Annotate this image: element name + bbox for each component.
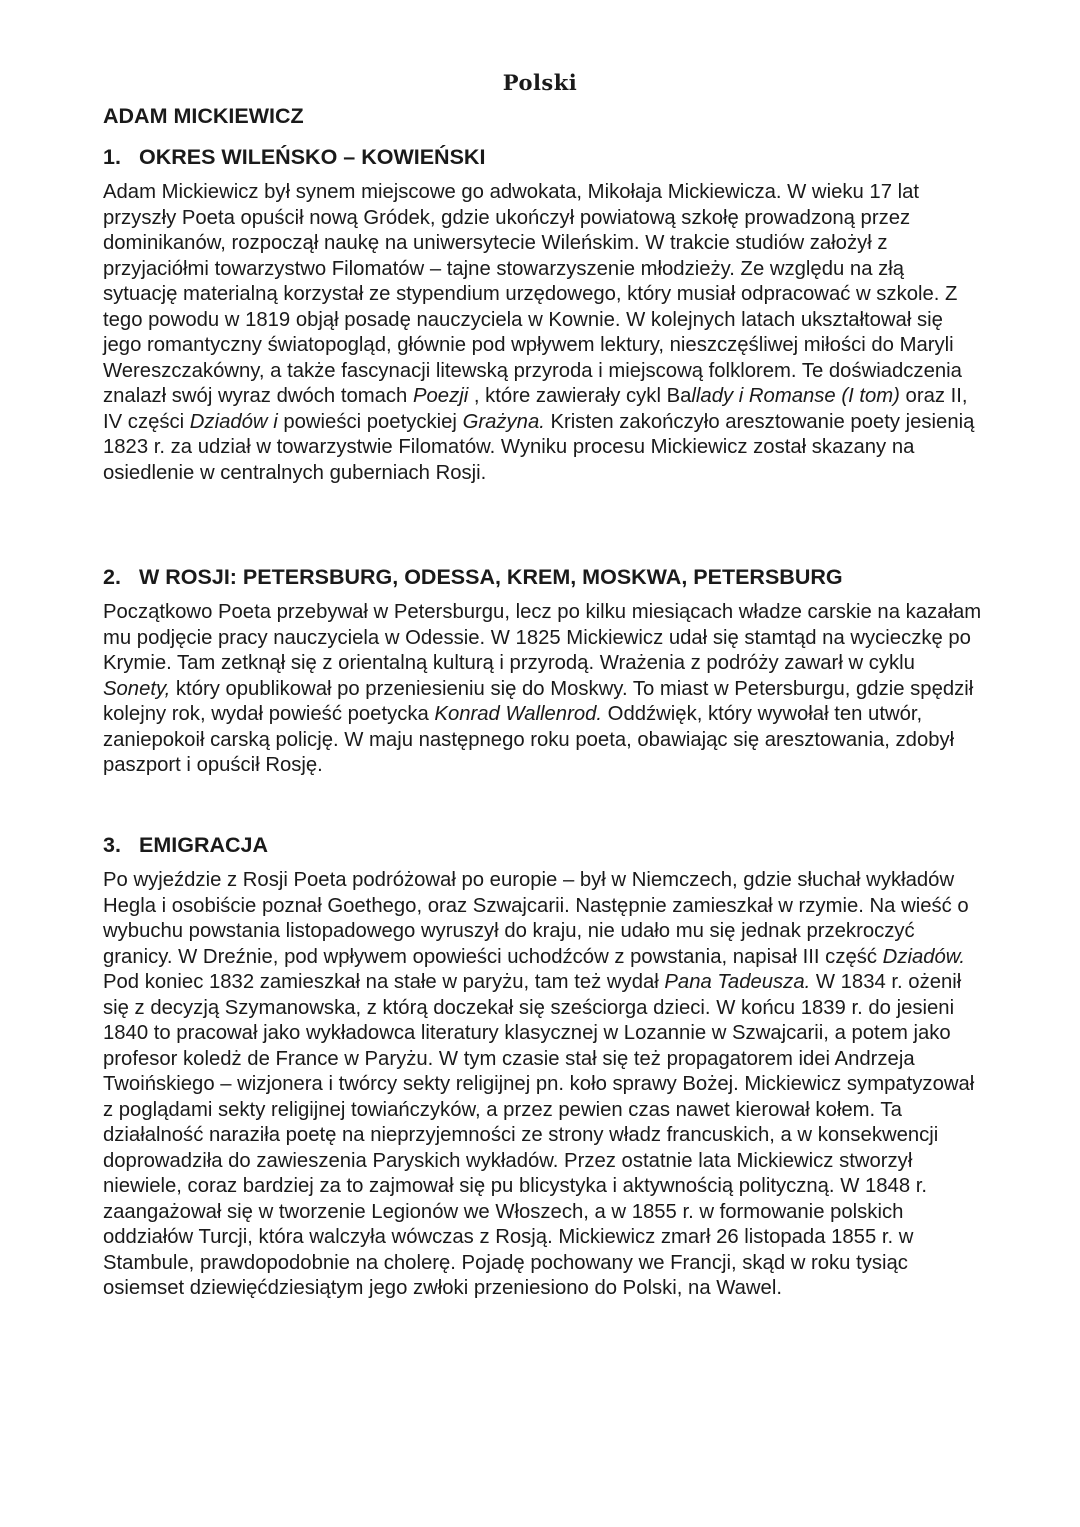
text-run: W 1834 r. ożenił się z decyzją Szymanowska, z którą doczekał się sześciorga dzieci. W końcu 1839 r. do jesieni 1840 to pracował jako wykładowca literatury klasycznej w Lozannie w Szwajcarii, a potem jako profesor koledż de France w Paryżu. W tym czasie stał się też propagatorem idei Andrzeja Twoińskiego – wizjonera i twórcy sekty religijnej pn. koło sprawy Bożej. Mickiewicz sympatyzował z poglądami sekty religijnej towiańczyków, a przez pewien czas nawet kierował kołem. Ta działalność naraziła poetę na nieprzyjemności ze strony władz francuskich, a w konsekwencji doprowadziła do zawieszenia Paryskich wykładów. Przez ostatnie lata Mickiewicz stworzył niewiele, coraz bardziej za to zajmował się pu blicystyka i aktywnością polityczną. W 1848 r. zaangażował się w tworzenie Legionów we Włoszech, a w 1855 r. w formowanie polskich oddziałów Turcji, która walczyła wówczas z Rosją. Mickiewicz zmarł 26 listopada 1855 r. w Stambule, prawdopodobnie na cholerę. Pojadę pochowany we Francji, skąd w roku tysiąc osiemset dziewięćdziesiątym jego zwłoki przeniesiono do Polski, na Wawel. [103, 971, 975, 1299]
italic-title: Grażyna. [462, 410, 545, 433]
text-run: Pod koniec 1832 zamieszkał na stałe w paryżu, tam też wydał [103, 971, 665, 993]
italic-title: Dziadów. [882, 945, 965, 968]
italic-title: Pana Tadeusza. [664, 971, 811, 993]
italic-title: Dziadów i [189, 410, 278, 433]
section-number: 2. [103, 565, 121, 589]
section-heading [103, 145, 983, 170]
section-number: 3. [103, 833, 121, 857]
text-run: Po wyjeździe z Rosji Poeta podróżował po europie – był w Niemczech, gdzie słuchał wykładów Hegla i osobiście poznał Goethego, oraz Szwajcarii. Następnie zamieszkał w rzymie. Na wieść o wybuchu powstania listopadowego wyruszył do kraju, nie udało mu się jednak przekroczyć granicy. W Dreźnie, pod wpływem opowieści uchodźców z powstania, napisał III część [103, 869, 969, 968]
text-run: Oddźwięk, który wywołał ten utwór, zaniepokoił carską policję. W maju następnego roku poeta, obawiając się aresztowania, zdobył paszport i opuścił Rosję. [103, 703, 955, 776]
text-run: Kristen zakończyło aresztowanie poety jesienią 1823 r. za udział w towarzystwie Filomatów. Wyniku procesu Mickiewicz został skazany na osiedlenie w centralnych guberniach Rosji. [103, 410, 975, 484]
section-paragraph [103, 600, 983, 779]
section-heading [103, 833, 983, 858]
section-2 [103, 565, 983, 779]
subject-title: Polski [502, 70, 578, 95]
section-title: OKRES WILEŃSKO – KOWIEŃSKI [139, 145, 486, 169]
text-run: powieści poetyckiej [277, 410, 463, 433]
section-paragraph [103, 868, 983, 1302]
section-heading [103, 565, 983, 590]
text-run: oraz II, IV części [103, 385, 968, 433]
section-paragraph [103, 180, 983, 486]
section-number: 1. [103, 145, 121, 169]
section-1 [103, 145, 983, 486]
italic-title: Konrad Wallenrod. [434, 703, 603, 725]
text-run: Adam Mickiewicz był synem miejscowe go adwokata, Mikołaja Mickiewicza. W wieku 17 lat przyszły Poeta opuścił nową Gródek, gdzie ukończył powiatową szkołę prowadzoną przez dominikanów, rozpoczął naukę na uniwersytecie Wileńskim. W trakcie studiów założył z przyjaciółmi towarzystwo Filomatów – tajne stowarzyszenie młodzieży. Ze względu na złą sytuację materialną korzystał ze stypendium urzędowego, który musiał odpracować w szkole. Z tego powodu w 1819 objął posadę nauczyciela w Kownie. W kolejnych latach ukształtował się jego romantyczny światopogląd, głównie pod wpływem lektury, nieszczęśliwej miłości do Maryli Wereszczakówny, a także fascynacji litewską przyroda i miejscową folklorem. Te doświadczenia znalazł swój wyraz dwóch tomach [103, 181, 962, 407]
author-heading: ADAM MICKIEWICZ [103, 104, 304, 128]
text-run: który opublikował po przeniesieniu się do Moskwy. To miast w Petersburgu, gdzie spędził kolejny rok, wydał powieść poetycka [103, 677, 974, 725]
italic-title: llady i Romanse (I tom) [691, 385, 900, 407]
text-run: Początkowo Poeta przebywał w Petersburgu, lecz po kilku miesiącach władze carskie na kazałam mu podjęcie pracy nauczyciela w Odessie. W 1825 Mickiewicz udał się stamtąd na wycieczkę po Krymie. Tam zetknął się z orientalną kulturą i przyrodą. Wrażenia z podróży zawarł w cyklu [103, 601, 982, 674]
section-title: EMIGRACJA [139, 833, 269, 857]
text-run: , które zawierały cykl Ba [468, 385, 692, 407]
section-3 [103, 833, 983, 1302]
italic-title: Sonety, [103, 677, 171, 700]
section-title: W ROSJI: PETERSBURG, ODESSA, KREM, MOSKWA, PETERSBURG [139, 565, 843, 589]
italic-title: Poezji [412, 385, 469, 407]
